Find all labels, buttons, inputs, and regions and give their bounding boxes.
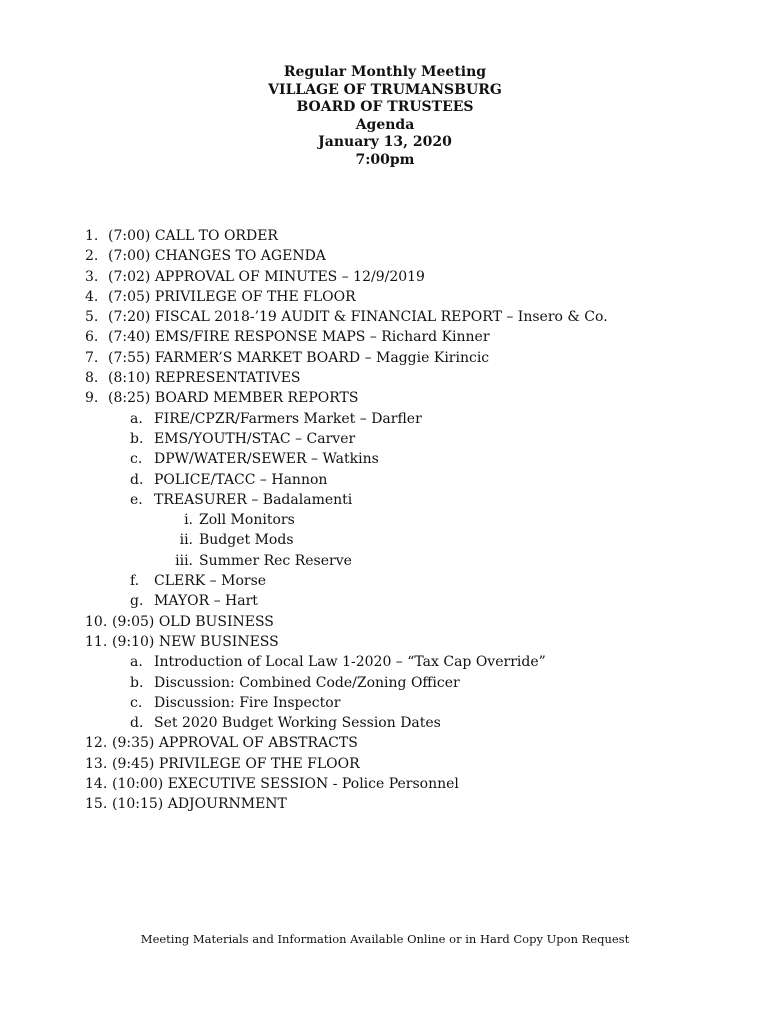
- subsubitem-numeral: iii.: [175, 552, 193, 569]
- agenda-subitem: [0, 409, 770, 429]
- agenda-item: [0, 327, 770, 347]
- meeting-type: Regular Monthly Meeting: [283, 64, 487, 80]
- subitem-letter: d.: [130, 715, 144, 732]
- agenda-subitem: [0, 429, 770, 449]
- board-name: BOARD OF TRUSTEES: [296, 99, 474, 116]
- item-number: 11.: [85, 633, 108, 650]
- subitem-text: EMS/YOUTH/STAC – Carver: [154, 430, 356, 447]
- item-number: 7.: [85, 349, 99, 366]
- item-text: (7:40) EMS/FIRE RESPONSE MAPS – Richard Kinner: [108, 329, 490, 346]
- subsubitem-text: Budget Mods: [199, 532, 294, 549]
- subitem-text: FIRE/CPZR/Farmers Market – Darfler: [154, 410, 422, 427]
- subitem-letter: c.: [130, 694, 143, 711]
- item-text: (9:45) PRIVILEGE OF THE FLOOR: [112, 755, 360, 772]
- village-name: VILLAGE OF TRUMANSBURG: [268, 81, 502, 98]
- subsubitem-text: Zoll Monitors: [199, 512, 295, 529]
- agenda-item: [0, 246, 770, 266]
- item-text: (8:10) REPRESENTATIVES: [108, 370, 301, 387]
- item-text: (9:05) OLD BUSINESS: [112, 613, 274, 630]
- subitem-text: Discussion: Fire Inspector: [154, 694, 341, 711]
- agenda-item: [0, 754, 770, 774]
- subitem-letter: f.: [130, 573, 140, 590]
- subitem-letter: b.: [130, 430, 144, 447]
- agenda-item: [0, 794, 770, 814]
- item-number: 14.: [85, 776, 108, 793]
- item-text: (7:05) PRIVILEGE OF THE FLOOR: [108, 288, 356, 305]
- meeting-date: January 13, 2020: [318, 134, 452, 151]
- agenda-subitem: [0, 693, 770, 713]
- agenda-subitem: [0, 652, 770, 672]
- subitem-text: Introduction of Local Law 1-2020 – “Tax Cap Override”: [154, 654, 546, 671]
- item-number: 8.: [85, 370, 99, 387]
- item-text: (8:25) BOARD MEMBER REPORTS: [108, 390, 359, 407]
- meeting-time: 7:00pm: [355, 151, 415, 168]
- item-number: 15.: [85, 796, 108, 813]
- subsubitem-numeral: i.: [184, 512, 193, 529]
- agenda-item: [0, 267, 770, 287]
- item-number: 13.: [85, 755, 108, 772]
- item-text: (9:10) NEW BUSINESS: [112, 633, 279, 650]
- subitem-text: DPW/WATER/SEWER – Watkins: [154, 451, 379, 468]
- agenda-subitem: [0, 470, 770, 490]
- agenda-item: [0, 307, 770, 327]
- item-number: 5.: [85, 309, 99, 326]
- agenda-subitem: [0, 490, 770, 510]
- item-text: (7:02) APPROVAL OF MINUTES – 12/9/2019: [108, 268, 425, 285]
- agenda-subsubitem: [0, 510, 770, 530]
- item-number: 2.: [85, 248, 99, 265]
- subitem-letter: c.: [130, 451, 143, 468]
- subitem-text: Discussion: Combined Code/Zoning Officer: [154, 674, 460, 691]
- item-text: (10:00) EXECUTIVE SESSION - Police Personnel: [112, 776, 459, 793]
- agenda-item: [0, 226, 770, 246]
- agenda-subitem: [0, 713, 770, 733]
- agenda-list: [0, 226, 770, 815]
- item-number: 9.: [85, 390, 99, 407]
- item-number: 6.: [85, 329, 99, 346]
- item-number: 10.: [85, 613, 108, 630]
- agenda-subsubitem: [0, 530, 770, 550]
- subitem-letter: b.: [130, 674, 144, 691]
- item-number: 3.: [85, 268, 99, 285]
- subsubitem-numeral: ii.: [179, 532, 193, 549]
- agenda-subitem: [0, 449, 770, 469]
- agenda-item: [0, 388, 770, 408]
- document-header: [0, 64, 770, 170]
- agenda-item: [0, 632, 770, 652]
- agenda-subitem: [0, 591, 770, 611]
- subitem-letter: e.: [130, 491, 143, 508]
- subitem-text: POLICE/TACC – Hannon: [154, 471, 328, 488]
- subitem-text: TREASURER – Badalamenti: [154, 491, 353, 508]
- item-text: (7:55) FARMER’S MARKET BOARD – Maggie Kirincic: [108, 349, 490, 366]
- item-number: 1.: [85, 228, 99, 244]
- item-number: 12.: [85, 735, 108, 752]
- item-text: (9:35) APPROVAL OF ABSTRACTS: [112, 735, 358, 752]
- footer-note: Meeting Materials and Information Available Online or in Hard Copy Upon Request: [140, 932, 630, 946]
- item-text: (10:15) ADJOURNMENT: [112, 796, 287, 813]
- agenda-item: [0, 733, 770, 753]
- subitem-letter: a.: [130, 654, 143, 671]
- subitem-letter: a.: [130, 410, 143, 427]
- agenda-subitem: [0, 571, 770, 591]
- subitem-text: Set 2020 Budget Working Session Dates: [154, 715, 441, 732]
- agenda-item: [0, 287, 770, 307]
- agenda-item: [0, 612, 770, 632]
- subitem-text: MAYOR – Hart: [154, 593, 258, 610]
- subsubitem-text: Summer Rec Reserve: [199, 552, 352, 569]
- agenda-subitem: [0, 673, 770, 693]
- agenda-item: [0, 774, 770, 794]
- subitem-text: CLERK – Morse: [154, 573, 267, 590]
- item-text: (7:00) CHANGES TO AGENDA: [108, 248, 326, 265]
- item-number: 4.: [85, 288, 99, 305]
- subitem-letter: g.: [130, 593, 144, 610]
- agenda-subsubitem: [0, 551, 770, 571]
- item-text: (7:20) FISCAL 2018-’19 AUDIT & FINANCIAL REPORT – Insero & Co.: [108, 309, 608, 326]
- document-title: Agenda: [355, 116, 415, 133]
- agenda-item: [0, 368, 770, 388]
- agenda-item: [0, 348, 770, 368]
- item-text: (7:00) CALL TO ORDER: [108, 228, 278, 244]
- subitem-letter: d.: [130, 471, 144, 488]
